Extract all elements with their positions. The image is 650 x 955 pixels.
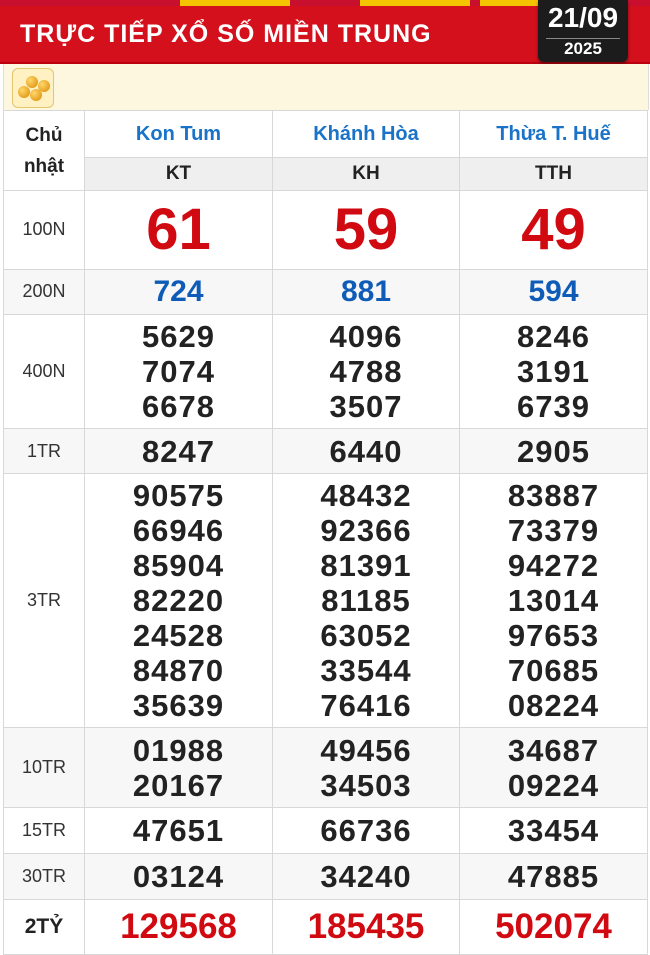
prize-cell [85, 314, 273, 428]
prize-number: 35639 [132, 688, 225, 724]
prize-number: 66736 [320, 813, 412, 848]
prize-cell [273, 808, 460, 853]
prize-cell [85, 191, 273, 269]
prize-cell [460, 899, 648, 954]
prize-number: 84870 [132, 653, 225, 689]
prize-number: 24528 [132, 618, 225, 654]
prize-cell [460, 269, 648, 314]
province-khanh-hoa[interactable]: Khánh Hòa [273, 111, 460, 158]
prize-cell [460, 853, 648, 899]
prize-cell [273, 314, 460, 428]
code-row [4, 158, 648, 191]
prize-number: 6440 [329, 433, 403, 469]
prize-cell [460, 474, 648, 728]
prize-cell [85, 728, 273, 808]
results-table [3, 110, 648, 955]
province-kon-tum[interactable]: Kon Tum [85, 111, 273, 158]
prize-cell [85, 269, 273, 314]
prize-cell [85, 853, 273, 899]
prize-number: 20167 [132, 767, 225, 803]
prize-label: 1TR [4, 429, 85, 474]
prize-number: 6678 [142, 388, 215, 424]
prize-number: 01988 [132, 732, 225, 768]
prize-number: 8246 [517, 318, 590, 354]
prize-number: 4096 [329, 318, 403, 354]
prize-number: 3191 [517, 353, 590, 389]
prize-number: 81391 [320, 548, 412, 584]
prize-number: 47885 [507, 858, 600, 894]
prize-cell [460, 728, 648, 808]
prize-cell [460, 808, 648, 853]
prize-number: 83887 [507, 478, 600, 514]
lottery-balls-icon[interactable] [12, 68, 54, 108]
prize-number: 03124 [132, 858, 225, 894]
prize-cell [85, 808, 273, 853]
prize-number: 185435 [307, 906, 425, 946]
prize-row [4, 429, 648, 474]
day-label [4, 111, 85, 191]
ball-shape [38, 80, 50, 92]
prize-label: 3TR [4, 474, 85, 728]
prize-cell [460, 429, 648, 474]
toolbar-band [3, 64, 649, 110]
prize-number: 724 [153, 274, 204, 308]
prize-cell [85, 899, 273, 954]
prize-number: 34687 [507, 732, 600, 768]
prize-cell [273, 474, 460, 728]
prize-row [4, 269, 648, 314]
ball-shape [18, 86, 30, 98]
prize-number: 61 [146, 197, 211, 263]
prize-cell [85, 474, 273, 728]
prize-number: 92366 [320, 513, 412, 549]
prize-row [4, 314, 648, 428]
ball-shape [26, 76, 38, 88]
prize-number: 5629 [142, 318, 215, 354]
prize-number: 6739 [517, 388, 590, 424]
prize-number: 33544 [320, 653, 412, 689]
prize-number: 49456 [320, 732, 412, 768]
prize-number: 4788 [329, 353, 403, 389]
prize-number: 34503 [320, 767, 412, 803]
province-thua-thien-hue[interactable]: Thừa T. Huế [460, 111, 648, 158]
prize-number: 81185 [321, 583, 411, 619]
prize-number: 66946 [132, 513, 225, 549]
prize-label: 400N [4, 314, 85, 428]
province-row [4, 111, 648, 158]
prize-row [4, 474, 648, 728]
prize-number: 97653 [507, 618, 600, 654]
prize-number: 49 [521, 197, 586, 263]
prize-number: 59 [333, 197, 399, 263]
prize-row [4, 808, 648, 853]
prize-cell [273, 269, 460, 314]
prize-number: 502074 [495, 906, 612, 946]
province-code: KH [273, 158, 460, 191]
prize-cell [85, 429, 273, 474]
prize-number: 85904 [132, 548, 225, 584]
prize-cell [273, 191, 460, 269]
prize-row [4, 853, 648, 899]
prize-number: 73379 [507, 513, 600, 549]
prize-number: 3507 [329, 388, 403, 424]
prize-number: 90575 [132, 478, 225, 514]
prize-number: 7074 [142, 353, 215, 389]
prize-label: 2TỶ [4, 899, 85, 954]
prize-row [4, 191, 648, 269]
page-title: TRỰC TIẾP XỔ SỐ MIỀN TRUNG [20, 20, 432, 48]
prize-number: 08224 [507, 688, 600, 724]
prize-number: 8247 [142, 433, 215, 469]
prize-number: 63052 [320, 618, 412, 654]
prize-number: 47651 [132, 813, 225, 848]
prize-cell [273, 728, 460, 808]
prize-label: 10TR [4, 728, 85, 808]
prize-cell [460, 191, 648, 269]
draw-year: 2025 [564, 39, 602, 58]
prize-cell [273, 899, 460, 954]
prize-number: 881 [340, 274, 392, 308]
prize-label: 200N [4, 269, 85, 314]
day-label-line2: nhật [23, 155, 65, 177]
date-badge [538, 0, 628, 62]
prize-number: 594 [528, 274, 579, 308]
prize-number: 33454 [507, 813, 600, 848]
prize-cell [460, 314, 648, 428]
prize-number: 13014 [507, 583, 600, 619]
province-code: TTH [460, 158, 648, 191]
day-label-line1: Chủ [25, 124, 63, 146]
prize-row [4, 899, 648, 954]
prize-row [4, 728, 648, 808]
prize-number: 70685 [507, 653, 600, 689]
prize-number: 09224 [507, 767, 600, 803]
prize-cell [273, 853, 460, 899]
province-code: KT [85, 158, 273, 191]
prize-number: 48432 [320, 478, 412, 514]
prize-label: 30TR [4, 853, 85, 899]
draw-date: 21/09 [547, 2, 619, 33]
prize-number: 82220 [132, 583, 225, 619]
prize-number: 76416 [320, 688, 412, 724]
prize-cell [273, 429, 460, 474]
prize-label: 15TR [4, 808, 85, 853]
prize-number: 2905 [517, 433, 590, 469]
prize-number: 94272 [507, 548, 600, 584]
prize-label: 100N [4, 191, 85, 269]
prize-number: 129568 [120, 906, 237, 946]
prize-number: 34240 [320, 858, 412, 894]
